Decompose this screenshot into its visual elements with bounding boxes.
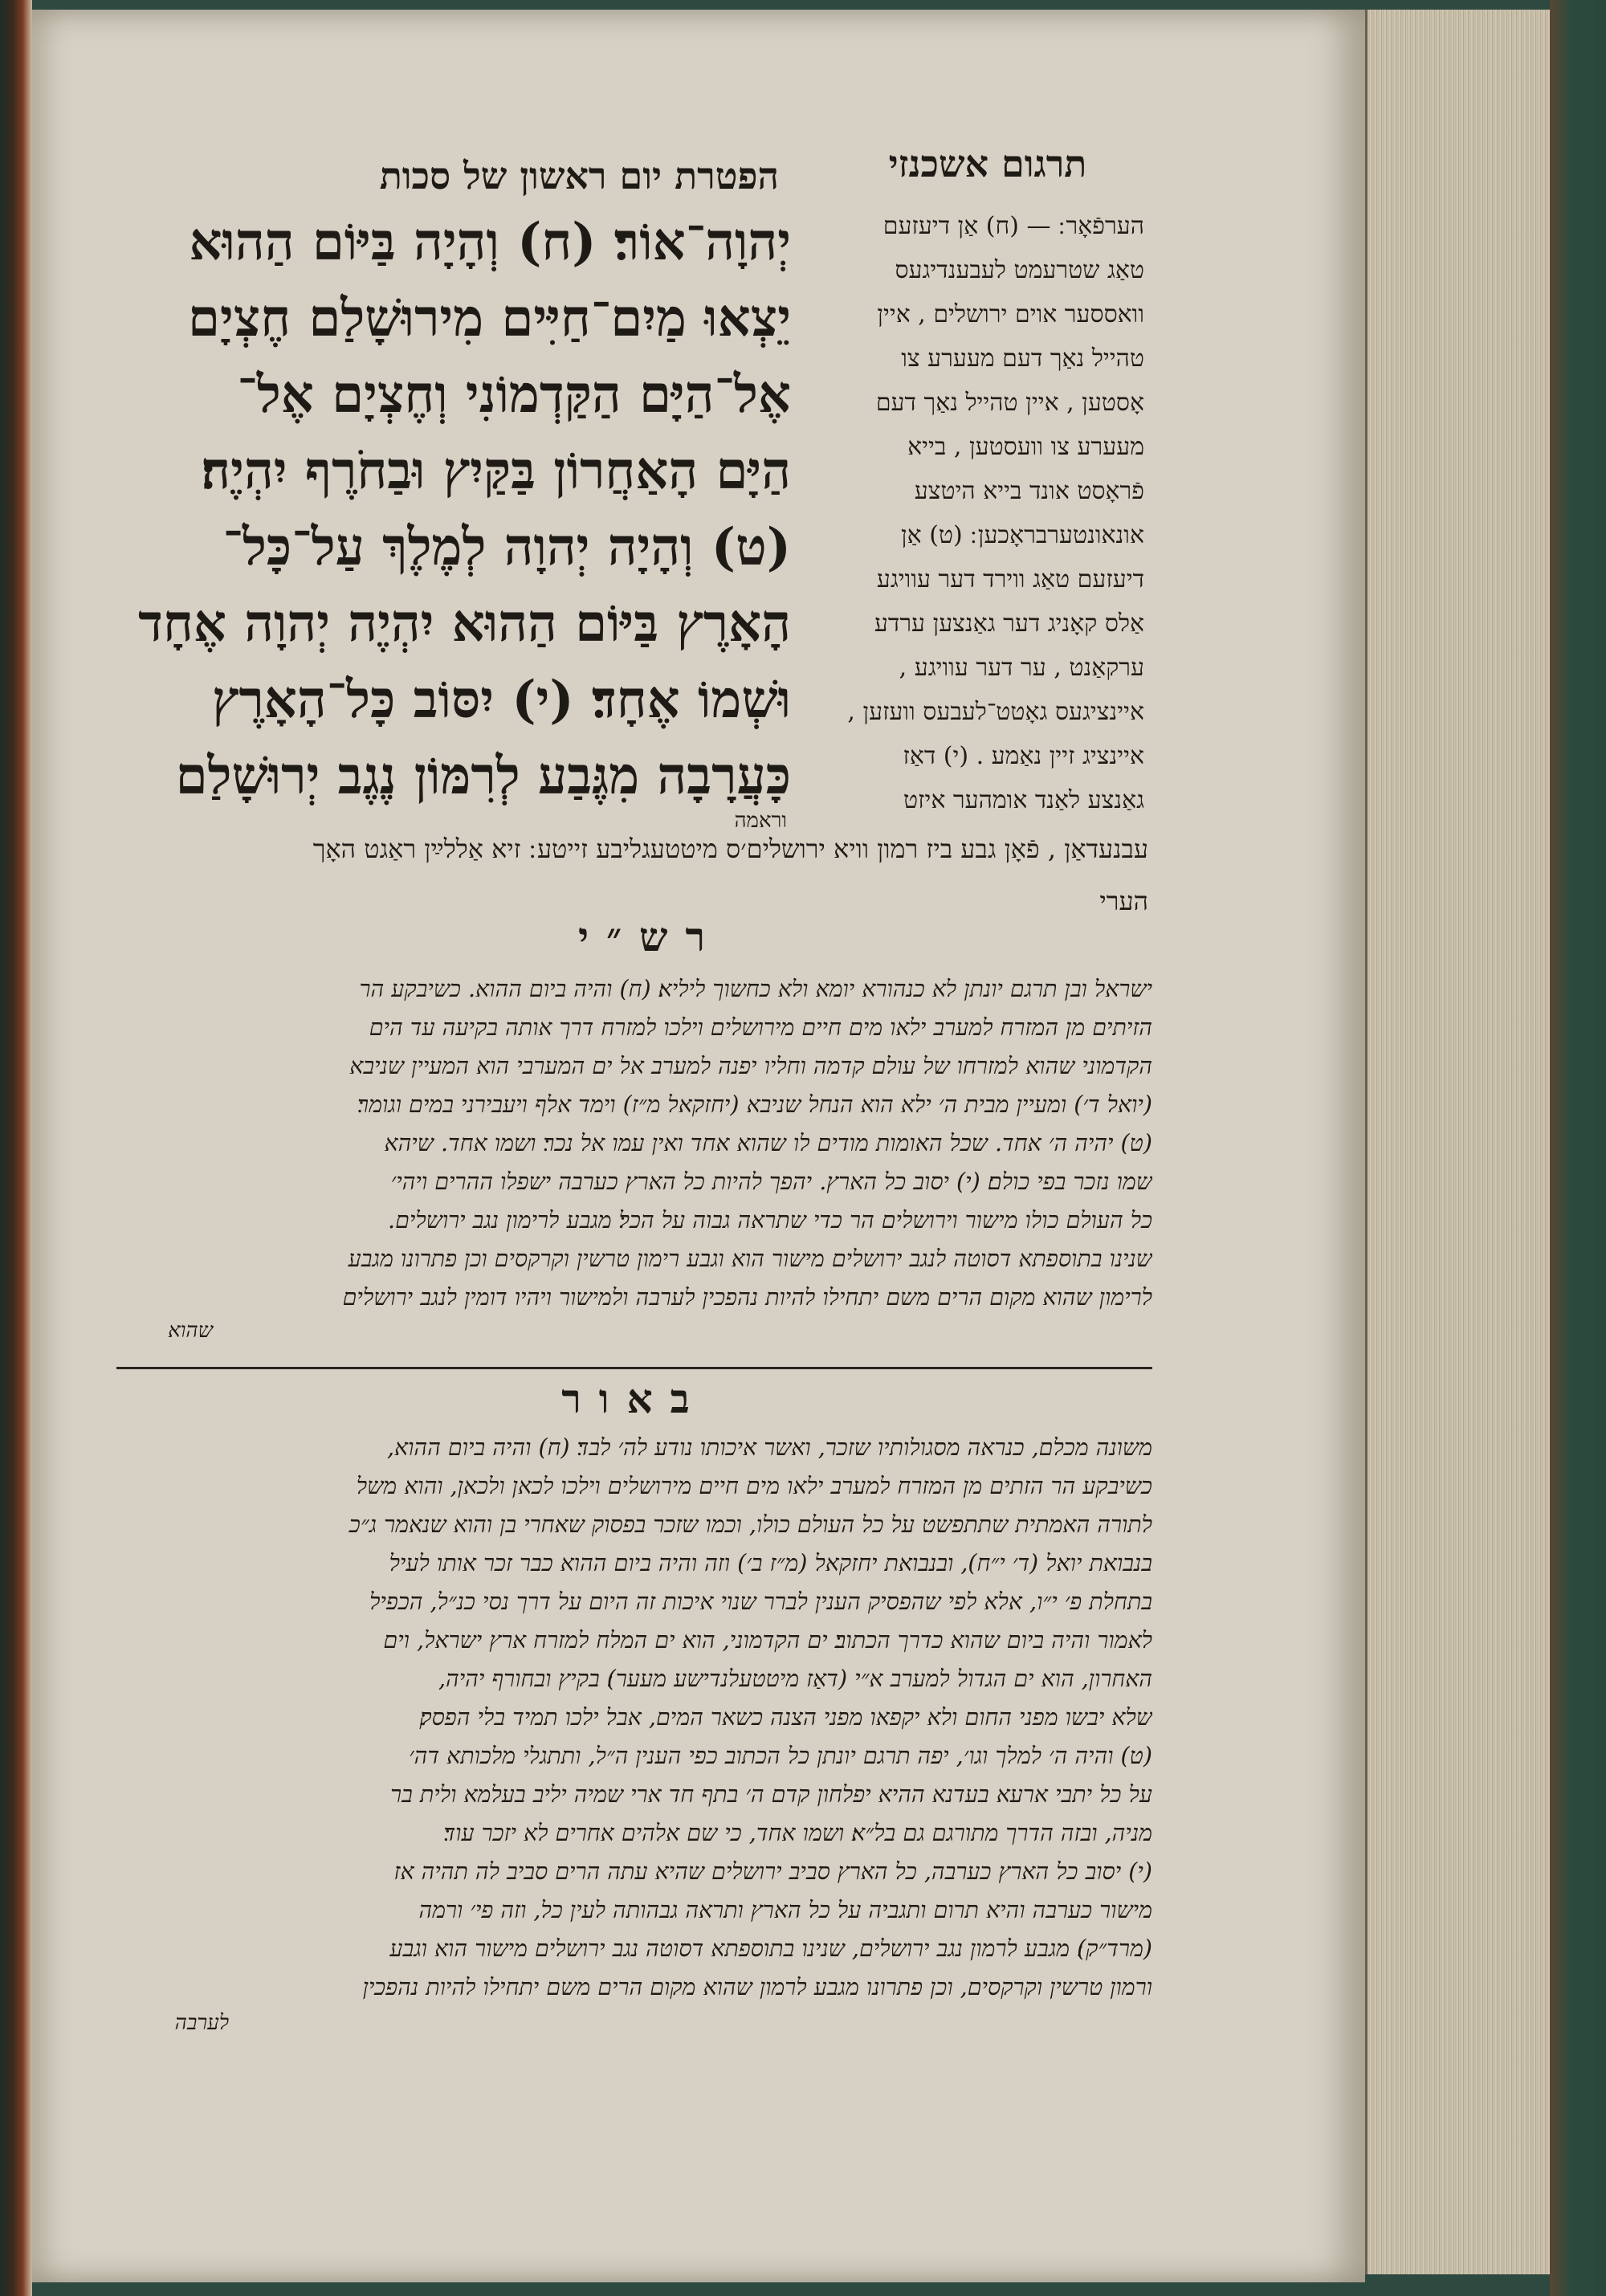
book-cover-right [1550,0,1606,2296]
rashi-line: הקדמוני שהוא למזרחו של עולם קדמה וחליו יפנה למערב אל ים המערבי הוא המעיין שניבא [349,1053,1152,1079]
targum-line: הערפֿאָר ׃ — (ח) אַן דיעזעם [882,212,1144,240]
hebrew-verse-line: יֵצְאוּ מַיִם־חַיִּים מִירוּשָׁלַם חֶצְיָם [188,288,791,349]
targum-line: אונאונטערבראָכען ׃ (ט) אַן [901,521,1144,549]
biur-line: (י) יסוב כל הארץ כערבה, כל הארץ סביב ירושלים שהיא עתה הרים סביב לה תהיה אז [393,1858,1152,1885]
targum-line: איינציג זיין נאַמע . (י) דאַז [903,742,1144,770]
rashi-line: ישראל ובן תרגם יונתן לא כנהורא יומא ולא כחשוך ליליא׃ (ח) והיה ביום ההוא. כשיבקע הר [359,976,1152,1002]
targum-continuation-line: עבנעדאַן , פֿאָן גבע ביז רמון וויא ירושלים׳ס מיטטעגליבע זייטע ׃ זיא אַללײַן ראַגט האָך [312,834,1148,864]
hebrew-verse-line: הַיָּם הָאַחֲרוֹן בַּקַּיִץ וּבַחֹרֶף יִהְיֶה׃ [201,441,791,501]
haftarah-title: הפטרת יום ראשון של סכות [379,154,779,198]
rashi-line: שמו נזכר בפי כולם׃ (י) יסוב כל הארץ. יהפך להיות כל הארץ כערבה ישפלו ההרים ויהי׳ [390,1168,1152,1195]
rashi-line: (ט) יהיה ה׳ אחד. שכל האומות מודים לו שהוא אחד ואין עמו אל נכר׃ ושמו אחד. שיהא [384,1130,1152,1156]
hebrew-verse-line: וּשְׁמוֹ אֶחָד׃ (י) יִסּוֹב כָּל־הָאָרֶץ [211,670,791,730]
biur-line: מניה, ובזה הדרך מתורגם גם בל״א׃ ושמו אחד, כי שם אלהים אחרים לא יזכר עוד׃ [443,1820,1152,1846]
hebrew-verse-line: הָאָרֶץ בַּיּוֹם הַהוּא יִהְיֶה יְהוָה אֶחָד [138,593,791,654]
biur-line: לאמור והיה ביום שהוא כדרך הכתוב׃ ים הקדמוני, הוא ים המלח למזרח ארץ ישראל, וים [383,1627,1152,1654]
targum-line: טאַג שטרעמט לעבענדיגעס [895,256,1144,284]
targum-title: תרגום אשכנזי [888,142,1087,186]
biur-line: על כל יתבי ארעא בעדנא ההיא יפלחון קדם ה׳ בתף חד ארי שמיה יליב בעלמא ולית בר [390,1781,1152,1808]
targum-line: אַלס קאָניג דער גאַנצען ערדע [874,610,1144,638]
page-edges [1365,10,1552,2274]
rashi-title: רש״י [577,913,724,960]
biur-line: לתורה האמתית שתתפשט על כל העולם כולו, וכמו שזכר בפסוק שאחרי בן והוא שנאמר ג״כ [349,1511,1152,1538]
biur-line: כשיבקע הר הזתים מן המזרח למערב ילאו מים חיים מירושלים וילכו לכאן ולכאן, והוא משל [356,1473,1152,1499]
section-divider [116,1367,1152,1369]
targum-line: גאַנצע לאַנד אומהער איזט [903,786,1144,814]
hebrew-verse-line: יְהוָה־אוֹר׃ (ח) וְהָיָה בַּיּוֹם הַהוּא [189,212,791,272]
biur-catchword: לערבה [174,2011,229,2035]
rashi-line: (יואל ד׳) ומעיין מבית ה׳ ילא הוא הנחל שניבא (יחזקאל מ״ז) וימד אלף ויעבירני במים וגומר׃ [357,1091,1152,1118]
book-spine-left [0,0,32,2296]
rashi-line: כל העולם כולו מישור וירושלים הר כדי שתראה גבוה על הכל׃ מגבע לרימון נגב ירושלים. [388,1207,1152,1234]
targum-continuation-line: הערי [1099,886,1148,916]
targum-line: פֿראָסט אונד בייא היטצע [914,477,1144,505]
biur-line: משונה מכלם, כנראה מסגולותיו שזכר, ואשר איכותו נודע לה׳ לבד׃ (ח) והיה ביום ההוא, [386,1434,1152,1461]
biur-line: (ט) והיה ה׳ למלך וגו׳, יפה תרגם יונתן כל הכתוב כפי הענין ה״ל, ותתגלי מלכותא דה׳ [409,1743,1152,1769]
rashi-line: שנינו בתוספתא דסוטה לנגב ירושלים מישור הוא וגבע רימון טרשין וקרקסים וכן פתרונו מגבע [348,1246,1152,1272]
rashi-catchword: שהוא [168,1319,213,1343]
targum-line: מעערע צו וועסטען , בייא [907,433,1144,461]
biur-title: באור [561,1375,707,1422]
targum-line: אָסטען , איין טהייל נאַך דעם [875,389,1144,417]
targum-line: טהייל נאַך דעם מעערע צו [901,345,1144,373]
targum-line: וואססער אוים ירושלים , איין [877,300,1144,328]
rashi-line: לרימון שהוא מקום הרים משם יתחילו להיות נהפכין לערבה ולמישור ויהיו דומין לנגב ירושלים [342,1284,1152,1311]
hebrew-verse-line: אֶל־הַיָּם הַקַּדְמוֹנִי וְחֶצְיָם אֶל־ [237,365,791,425]
targum-line: דיעזעם טאַג ווירד דער עוויגע [876,565,1144,593]
biur-line: בתחלת פ׳ י״ו, אלא לפי שהפסיק הענין לברר שנוי איכות זה היום על דרך נסי כנ״ל, הכפיל [369,1588,1152,1615]
biur-line: שלא יבשו מפני החום ולא יקפאו מפני הצנה כשאר המים, אבל ילכו תמיד בלי הפסק׃ [419,1704,1152,1731]
targum-line: איינציגעס גאָטט־לעבעס וועזען , [847,698,1144,726]
biur-line: בנבואת יואל (ד׳ י״ח), ובנבואת יחזקאל (מ״ז ב׳) וזה והיה ביום ההוא כבר זכר אותו לעיל [389,1550,1152,1576]
hebrew-verse-line: כָּעֲרָבָה מִגֶּבַע לְרִמּוֹן נֶגֶב יְרוּשָׁלַם [175,746,791,806]
biur-line: האחרון, הוא ים הגדול למערב א״י (דאַז מיטטעלנדישע מעער)׃ בקיץ ובחורף יהיה, [438,1666,1152,1692]
hebrew-verse-line: (ט) וְהָיָה יְהוָה לְמֶלֶךְ עַל־כָּל־ [222,517,791,577]
book-page [32,10,1365,2282]
biur-line: ורמון טרשין וקרקסים, וכן פתרונו מגבע לרמון שהוא מקום הרים משם יתחילו להיות נהפכין [362,1974,1152,2000]
biur-line: (מרד״ק)׃ מגבע לרמון נגב ירושלים, שנינו בתוספתא דסוטה נגב ירושלים מישור הוא וגבע [389,1935,1152,1962]
verse-catchword: וראמה [734,809,787,833]
rashi-line: הזיתים מן המזרח למערב ילאו מים חיים מירושלים וילכו למזרח דרך אותה בקיעה עד הים [369,1014,1152,1041]
biur-line: מישור כערבה והיא תרום ותגביה על כל הארץ ותראה גבהותה לעין כל, וזה פי׳ ורמה [418,1897,1152,1923]
targum-line: ערקאַנט , ער דער עוויגע , [899,654,1144,682]
